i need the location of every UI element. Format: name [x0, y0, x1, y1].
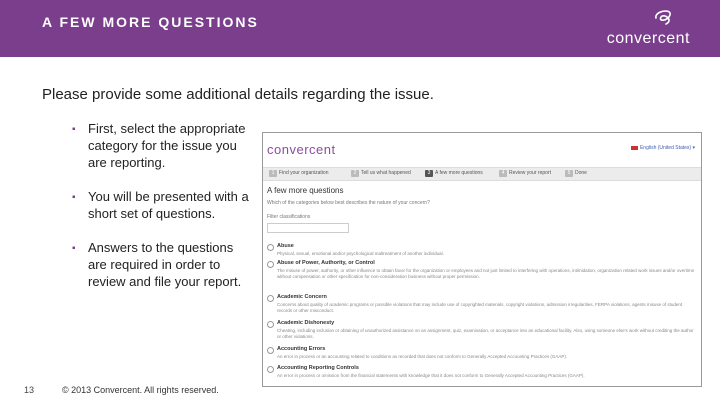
- step-number: 2: [351, 170, 359, 177]
- radio-button[interactable]: [267, 261, 274, 268]
- step-label: Done: [575, 170, 587, 176]
- step-2[interactable]: [351, 170, 411, 177]
- category-title: Abuse: [277, 243, 294, 249]
- filter-input[interactable]: [267, 223, 349, 233]
- copyright-notice: © 2013 Convercent. All rights reserved.: [62, 385, 219, 395]
- screenshot-logo: convercent: [267, 142, 336, 157]
- step-number: 4: [499, 170, 507, 177]
- embedded-screenshot: [262, 132, 702, 387]
- slide-number: 13: [24, 385, 35, 395]
- step-label: Tell us what happened: [361, 170, 411, 176]
- convercent-logo: [594, 8, 690, 48]
- us-flag-icon: [631, 146, 638, 150]
- title-banner: [0, 0, 720, 57]
- radio-button[interactable]: [267, 347, 274, 354]
- category-description: The misuse of power, authority, or other influence to obtain favor for the organization or employees and not just limited to interfering with operations, intimidation, organization related work issues and/or overtime without compensation or other specification for non-consideration business without proper permission.: [277, 268, 695, 279]
- slide-subtitle: Please provide some additional details regarding the issue.: [42, 86, 434, 103]
- bullet-item: [72, 239, 252, 290]
- step-3[interactable]: [425, 170, 483, 177]
- category-title: Accounting Errors: [277, 346, 326, 352]
- step-number: 1: [269, 170, 277, 177]
- bullet-text: First, select the appropriate category for the issue you are reporting.: [88, 121, 246, 170]
- radio-button[interactable]: [267, 321, 274, 328]
- slide-title: A FEW MORE QUESTIONS: [42, 14, 259, 30]
- step-number: 5: [565, 170, 573, 177]
- step-number: 3: [425, 170, 433, 177]
- category-description: An error in process or omission from the financial statements with knowledge that it does not conform to Generally Accepted Accounting Practices (GAAP).: [277, 373, 585, 378]
- bullet-text: Answers to the questions are required in order to review and file your report.: [88, 240, 242, 289]
- bullet-icon: ▪: [72, 243, 76, 254]
- bullet-list: [72, 120, 252, 290]
- category-description: Concerns about quality of academic programs or possible violations that may include use of copyrighted materials, copyright violations, admission irregularities, FERPA violations, agents misuse of student records or other misconduct.: [277, 302, 683, 313]
- step-5[interactable]: [565, 170, 587, 177]
- category-description: Physical, sexual, emotional and/or psychological maltreatment of another individual.: [277, 251, 444, 256]
- bullet-text: You will be presented with a short set of questions.: [88, 189, 249, 221]
- step-label: A few more questions: [435, 170, 483, 176]
- category-title: Academic Concern: [277, 294, 327, 300]
- step-label: Find your organization: [279, 170, 329, 176]
- step-1[interactable]: [269, 170, 328, 177]
- category-description: An error in process or an accounting related to conditions as recorded that does not conform to Generally Accepted Accounting Practices (GAAP).: [277, 354, 568, 359]
- radio-button[interactable]: [267, 244, 274, 251]
- language-label: English (United States): [639, 145, 692, 151]
- bullet-icon: ▪: [72, 192, 76, 203]
- language-selector[interactable]: English (United States) ▾: [631, 145, 695, 151]
- category-question: Which of the categories below best describes the nature of your concern?: [267, 200, 430, 206]
- progress-steps: [263, 167, 701, 181]
- logo-text: convercent: [606, 30, 690, 47]
- filter-label: Filter classifications: [267, 214, 311, 220]
- convercent-swoosh-icon: [652, 8, 676, 26]
- category-title: Accounting Reporting Controls: [277, 365, 359, 371]
- bullet-item: [72, 188, 252, 222]
- step-4[interactable]: [499, 170, 551, 177]
- screenshot-heading: A few more questions: [267, 186, 344, 195]
- radio-button[interactable]: [267, 295, 274, 302]
- category-title: Academic Dishonesty: [277, 320, 335, 326]
- bullet-icon: ▪: [72, 124, 76, 135]
- radio-button[interactable]: [267, 366, 274, 373]
- category-title: Abuse of Power, Authority, or Control: [277, 260, 375, 266]
- category-description: Cheating, including inclusion or obtaining of unauthorized assistance on an assignment, quiz, examination, or acceptance into an educational facility. Also, using someone else's work without crediting the author or other violations.: [277, 328, 694, 339]
- bullet-item: [72, 120, 252, 171]
- step-label: Review your report: [509, 170, 551, 176]
